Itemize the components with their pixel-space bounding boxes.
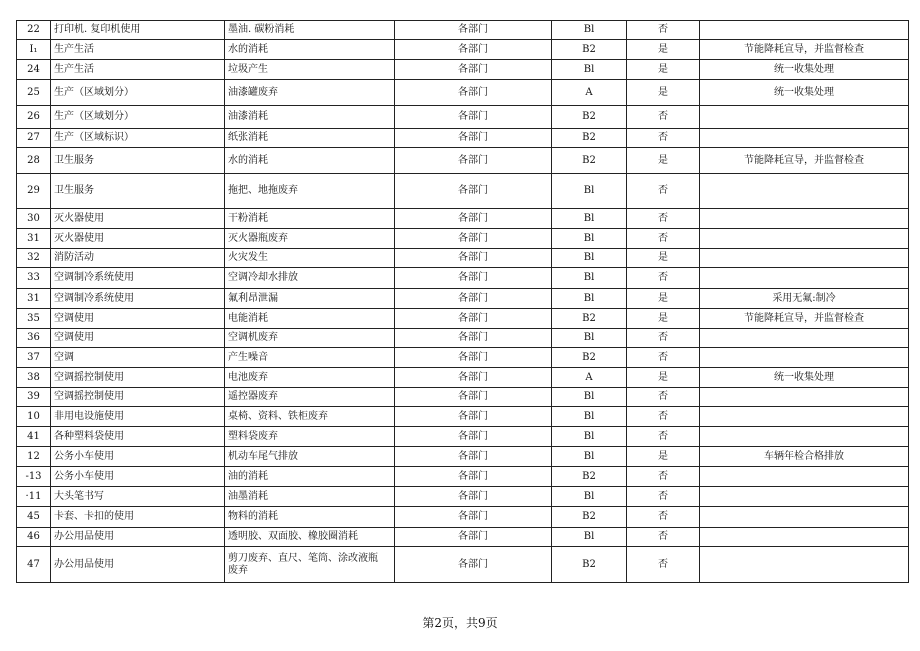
- cell-aspect: 透明胶、双面胶、橡胶圈消耗: [225, 528, 395, 547]
- cell-control: [700, 528, 909, 547]
- table-row: [17, 407, 909, 427]
- cell-aspect: 油漆罐废弃: [225, 80, 395, 106]
- cell-activity: 消防活动: [51, 249, 225, 268]
- table-row: [17, 547, 909, 583]
- cell-dept: 各部门: [395, 547, 552, 583]
- cell-no: 37: [17, 348, 51, 368]
- cell-control: 节能降耗宣导，并监督检查: [700, 309, 909, 329]
- table-body: [17, 21, 909, 583]
- table-row: [17, 289, 909, 309]
- cell-dept: 各部门: [395, 40, 552, 60]
- cell-significant: 否: [627, 348, 700, 368]
- cell-significant: 否: [627, 229, 700, 249]
- cell-level: B2: [552, 129, 627, 148]
- table-row: [17, 249, 909, 268]
- cell-aspect: 油漆消耗: [225, 106, 395, 129]
- cell-aspect: 拖把、地拖废弃: [225, 174, 395, 209]
- cell-aspect: 空调冷却水排放: [225, 268, 395, 289]
- cell-significant: 否: [627, 268, 700, 289]
- cell-control: 车辆年检合格排放: [700, 447, 909, 467]
- cell-aspect: 干粉消耗: [225, 209, 395, 229]
- cell-significant: 否: [627, 329, 700, 348]
- table-row: [17, 329, 909, 348]
- cell-no: ·11: [17, 487, 51, 507]
- cell-activity: 卡套、卡扣的使用: [51, 507, 225, 528]
- cell-control: [700, 329, 909, 348]
- table-row: [17, 174, 909, 209]
- cell-activity: 空调: [51, 348, 225, 368]
- cell-level: Bl: [552, 487, 627, 507]
- cell-significant: 是: [627, 40, 700, 60]
- table-row: [17, 368, 909, 388]
- cell-activity: 办公用品使用: [51, 528, 225, 547]
- cell-level: Bl: [552, 268, 627, 289]
- cell-significant: 否: [627, 427, 700, 447]
- cell-aspect: 遥控器废弃: [225, 388, 395, 407]
- cell-control: [700, 129, 909, 148]
- cell-dept: 各部门: [395, 427, 552, 447]
- cell-aspect: 氟利昂泄漏: [225, 289, 395, 309]
- cell-significant: 是: [627, 249, 700, 268]
- cell-aspect: 水的消耗: [225, 148, 395, 174]
- table-row: [17, 427, 909, 447]
- cell-aspect: 电能消耗: [225, 309, 395, 329]
- cell-no: 29: [17, 174, 51, 209]
- cell-aspect: 纸张消耗: [225, 129, 395, 148]
- cell-no: 27: [17, 129, 51, 148]
- cell-no: 32: [17, 249, 51, 268]
- cell-level: Bl: [552, 427, 627, 447]
- cell-level: Bl: [552, 229, 627, 249]
- cell-dept: 各部门: [395, 407, 552, 427]
- cell-dept: 各部门: [395, 348, 552, 368]
- cell-control: [700, 467, 909, 487]
- cell-activity: 打印机. 复印机使用: [51, 21, 225, 40]
- cell-no: 33: [17, 268, 51, 289]
- cell-control: 采用无氟:制冷: [700, 289, 909, 309]
- cell-level: A: [552, 80, 627, 106]
- cell-level: Bl: [552, 329, 627, 348]
- cell-activity: 生产生活: [51, 60, 225, 80]
- cell-dept: 各部门: [395, 507, 552, 528]
- cell-dept: 各部门: [395, 309, 552, 329]
- cell-activity: 大头笔书写: [51, 487, 225, 507]
- table-row: [17, 129, 909, 148]
- table-row: [17, 528, 909, 547]
- table-row: [17, 268, 909, 289]
- cell-control: 统一收集处理: [700, 80, 909, 106]
- cell-dept: 各部门: [395, 467, 552, 487]
- cell-control: [700, 174, 909, 209]
- cell-dept: 各部门: [395, 487, 552, 507]
- cell-level: B2: [552, 148, 627, 174]
- cell-level: Bl: [552, 60, 627, 80]
- cell-dept: 各部门: [395, 447, 552, 467]
- cell-dept: 各部门: [395, 229, 552, 249]
- cell-level: B2: [552, 507, 627, 528]
- cell-control: [700, 427, 909, 447]
- table-row: [17, 388, 909, 407]
- cell-control: 节能降耗宣导，并监督检查: [700, 148, 909, 174]
- cell-control: [700, 209, 909, 229]
- cell-control: [700, 407, 909, 427]
- cell-dept: 各部门: [395, 209, 552, 229]
- cell-level: B2: [552, 40, 627, 60]
- cell-no: 25: [17, 80, 51, 106]
- cell-no: 31: [17, 229, 51, 249]
- cell-level: B2: [552, 106, 627, 129]
- cell-level: Bl: [552, 407, 627, 427]
- cell-activity: 生产（区域标识）: [51, 129, 225, 148]
- cell-significant: 是: [627, 447, 700, 467]
- cell-no: 46: [17, 528, 51, 547]
- cell-aspect: 物料的消耗: [225, 507, 395, 528]
- cell-no: 35: [17, 309, 51, 329]
- cell-control: [700, 547, 909, 583]
- cell-significant: 否: [627, 407, 700, 427]
- cell-level: Bl: [552, 528, 627, 547]
- cell-no: 38: [17, 368, 51, 388]
- cell-level: Bl: [552, 21, 627, 40]
- cell-level: Bl: [552, 447, 627, 467]
- cell-dept: 各部门: [395, 528, 552, 547]
- cell-aspect: 火灾发生: [225, 249, 395, 268]
- cell-dept: 各部门: [395, 268, 552, 289]
- cell-aspect: 灭火器瓶废弃: [225, 229, 395, 249]
- table-row: [17, 80, 909, 106]
- cell-aspect: 油的消耗: [225, 467, 395, 487]
- cell-activity: 非用电设施使用: [51, 407, 225, 427]
- cell-level: Bl: [552, 249, 627, 268]
- cell-level: B2: [552, 348, 627, 368]
- cell-significant: 是: [627, 368, 700, 388]
- cell-dept: 各部门: [395, 249, 552, 268]
- cell-level: B2: [552, 309, 627, 329]
- cell-level: Bl: [552, 209, 627, 229]
- cell-activity: 公务小车使用: [51, 447, 225, 467]
- table-row: [17, 229, 909, 249]
- cell-dept: 各部门: [395, 129, 552, 148]
- cell-activity: 各种塑料袋使用: [51, 427, 225, 447]
- cell-aspect: 机动车尾气排放: [225, 447, 395, 467]
- cell-activity: 灭火器使用: [51, 229, 225, 249]
- cell-activity: 生产（区域划分）: [51, 80, 225, 106]
- cell-aspect: 垃圾产生: [225, 60, 395, 80]
- cell-control: [700, 388, 909, 407]
- table-row: [17, 507, 909, 528]
- cell-activity: 生产生活: [51, 40, 225, 60]
- table-row: [17, 209, 909, 229]
- table-row: [17, 467, 909, 487]
- cell-significant: 否: [627, 388, 700, 407]
- cell-no: 22: [17, 21, 51, 40]
- cell-no: 12: [17, 447, 51, 467]
- environment-aspect-table: [16, 20, 909, 583]
- cell-significant: 否: [627, 467, 700, 487]
- cell-activity: 空调摇控制使用: [51, 388, 225, 407]
- cell-no: 47: [17, 547, 51, 583]
- cell-no: 41: [17, 427, 51, 447]
- cell-control: 统一收集处理: [700, 60, 909, 80]
- cell-significant: 否: [627, 507, 700, 528]
- table-row: [17, 60, 909, 80]
- cell-activity: 空调摇控制使用: [51, 368, 225, 388]
- cell-dept: 各部门: [395, 289, 552, 309]
- cell-control: [700, 106, 909, 129]
- cell-aspect: 剪刀废弃、直尺、笔筒、涂改液瓶 废弃: [225, 547, 395, 583]
- cell-level: A: [552, 368, 627, 388]
- table-row: [17, 21, 909, 40]
- cell-no: I₁: [17, 40, 51, 60]
- cell-significant: 是: [627, 309, 700, 329]
- cell-significant: 否: [627, 547, 700, 583]
- cell-control: [700, 487, 909, 507]
- table-row: [17, 309, 909, 329]
- cell-aspect: 水的消耗: [225, 40, 395, 60]
- page-footer: 第2页，共9页: [422, 616, 498, 630]
- table-row: [17, 106, 909, 129]
- table-row: [17, 148, 909, 174]
- cell-activity: 空调制冷系统使用: [51, 268, 225, 289]
- cell-activity: 卫生服务: [51, 148, 225, 174]
- cell-control: 统一收集处理: [700, 368, 909, 388]
- cell-significant: 否: [627, 129, 700, 148]
- cell-dept: 各部门: [395, 388, 552, 407]
- cell-significant: 是: [627, 80, 700, 106]
- table-row: [17, 447, 909, 467]
- cell-significant: 否: [627, 174, 700, 209]
- cell-no: 36: [17, 329, 51, 348]
- cell-significant: 否: [627, 487, 700, 507]
- cell-significant: 否: [627, 209, 700, 229]
- cell-dept: 各部门: [395, 106, 552, 129]
- cell-aspect: 墨油. 碳粉消耗: [225, 21, 395, 40]
- cell-dept: 各部门: [395, 329, 552, 348]
- cell-control: [700, 21, 909, 40]
- cell-activity: 空调制冷系统使用: [51, 289, 225, 309]
- cell-level: Bl: [552, 388, 627, 407]
- cell-no: -13: [17, 467, 51, 487]
- cell-level: Bl: [552, 174, 627, 209]
- cell-level: B2: [552, 547, 627, 583]
- cell-dept: 各部门: [395, 80, 552, 106]
- cell-no: 24: [17, 60, 51, 80]
- cell-control: 节能降耗宣导，并监督检查: [700, 40, 909, 60]
- cell-significant: 否: [627, 528, 700, 547]
- cell-no: 10: [17, 407, 51, 427]
- cell-significant: 是: [627, 60, 700, 80]
- cell-activity: 公务小车使用: [51, 467, 225, 487]
- cell-level: B2: [552, 467, 627, 487]
- cell-activity: 卫生服务: [51, 174, 225, 209]
- cell-control: [700, 249, 909, 268]
- cell-aspect: 桌椅、资料、铁柜废弃: [225, 407, 395, 427]
- cell-aspect: 油墨消耗: [225, 487, 395, 507]
- cell-aspect: 塑料袋废弃: [225, 427, 395, 447]
- cell-dept: 各部门: [395, 148, 552, 174]
- cell-level: Bl: [552, 289, 627, 309]
- cell-control: [700, 229, 909, 249]
- cell-control: [700, 268, 909, 289]
- table-row: [17, 487, 909, 507]
- cell-significant: 否: [627, 106, 700, 129]
- cell-significant: 是: [627, 148, 700, 174]
- cell-no: 30: [17, 209, 51, 229]
- cell-dept: 各部门: [395, 21, 552, 40]
- cell-no: 26: [17, 106, 51, 129]
- cell-control: [700, 348, 909, 368]
- cell-dept: 各部门: [395, 174, 552, 209]
- cell-activity: 生产（区域划分）: [51, 106, 225, 129]
- cell-control: [700, 507, 909, 528]
- cell-aspect: 产生噪音: [225, 348, 395, 368]
- table-row: [17, 348, 909, 368]
- cell-activity: 灭火器使用: [51, 209, 225, 229]
- cell-significant: 否: [627, 21, 700, 40]
- cell-activity: 空调使用: [51, 329, 225, 348]
- cell-no: 39: [17, 388, 51, 407]
- cell-dept: 各部门: [395, 368, 552, 388]
- cell-activity: 办公用品使用: [51, 547, 225, 583]
- cell-no: 31: [17, 289, 51, 309]
- cell-aspect: 空调机废弃: [225, 329, 395, 348]
- table-row: [17, 40, 909, 60]
- cell-no: 28: [17, 148, 51, 174]
- cell-dept: 各部门: [395, 60, 552, 80]
- cell-activity: 空调使用: [51, 309, 225, 329]
- cell-aspect: 电池废弃: [225, 368, 395, 388]
- cell-significant: 是: [627, 289, 700, 309]
- cell-no: 45: [17, 507, 51, 528]
